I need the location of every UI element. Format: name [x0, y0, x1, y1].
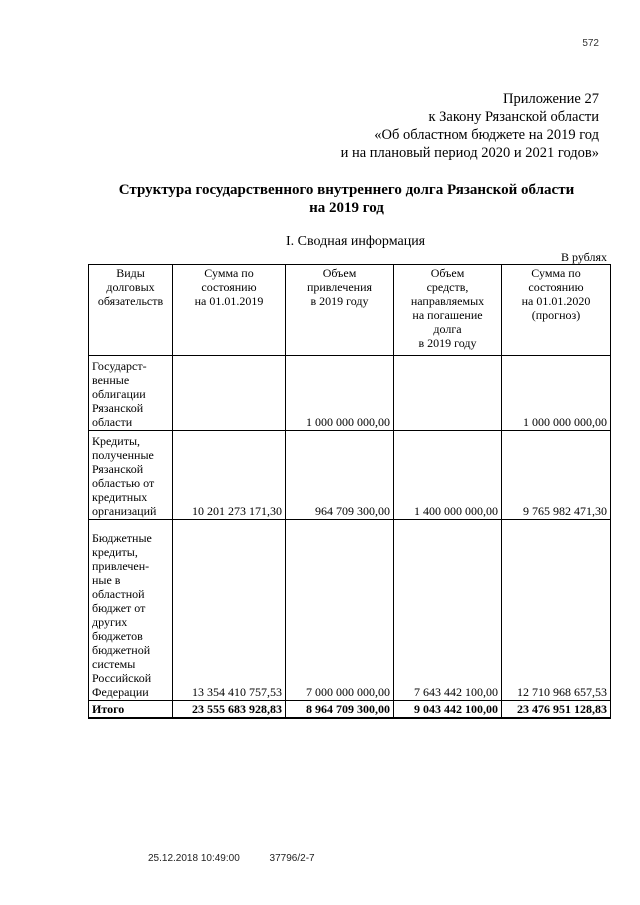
cell-amount-2019: 13 354 410 757,53	[173, 520, 286, 701]
table-row	[89, 356, 611, 431]
cell-amount-2019	[173, 356, 286, 431]
units-label: В рублях	[560, 250, 607, 264]
header-borrowing-2019: Объем привлечения в 2019 году	[286, 265, 394, 356]
total-repayment-2019: 9 043 442 100,00	[394, 701, 502, 719]
row-name: Государст- венные облигации Рязанской области	[89, 356, 173, 431]
header-repayment-2019: Объем средств, направляемых на погашение долга в 2019 году	[394, 265, 502, 356]
footer-stamp	[148, 853, 342, 864]
cell-borrowing-2019: 964 709 300,00	[286, 431, 394, 520]
appendix-line-3: «Об областном бюджете на 2019 год	[374, 127, 599, 143]
cell-amount-2020: 9 765 982 471,30	[502, 431, 611, 520]
footer-timestamp: 25.12.2018 10:49:00	[148, 853, 240, 864]
cell-repayment-2019: 1 400 000 000,00	[394, 431, 502, 520]
appendix-reference	[199, 90, 599, 162]
cell-amount-2020: 12 710 968 657,53	[502, 520, 611, 701]
header-debt-type: Виды долговых обязательств	[89, 265, 173, 356]
debt-structure-table	[88, 264, 611, 719]
cell-borrowing-2019: 1 000 000 000,00	[286, 356, 394, 431]
header-amount-2020: Сумма по состоянию на 01.01.2020 (прогноз)	[502, 265, 611, 356]
row-name: Бюджетные кредиты, привлечен- ные в областной бюджет от других бюджетов бюджетной системы Российской Федерации	[89, 520, 173, 701]
appendix-line-2: к Закону Рязанской области	[428, 109, 599, 125]
cell-amount-2020: 1 000 000 000,00	[502, 356, 611, 431]
total-row	[89, 701, 611, 719]
appendix-line-4: и на плановый период 2020 и 2021 годов»	[340, 145, 599, 161]
footer-doc-id: 37796/2-7	[269, 853, 315, 864]
total-amount-2019: 23 555 683 928,83	[173, 701, 286, 719]
document-title-line-2: на 2019 год	[309, 200, 384, 216]
cell-repayment-2019: 7 643 442 100,00	[394, 520, 502, 701]
cell-borrowing-2019: 7 000 000 000,00	[286, 520, 394, 701]
total-label: Итого	[89, 701, 173, 719]
total-amount-2020: 23 476 951 128,83	[502, 701, 611, 719]
section-title: I. Сводная информация	[286, 234, 426, 249]
document-title	[80, 181, 613, 217]
cell-repayment-2019	[394, 356, 502, 431]
table-header-row	[89, 265, 611, 356]
page-number: 572	[582, 38, 599, 49]
row-name: Кредиты, полученные Рязанской областью от кредитных организаций	[89, 431, 173, 520]
table-row	[89, 520, 611, 701]
document-title-line-1: Структура государственного внутреннего долга Рязанской области	[118, 182, 575, 198]
appendix-line-1: Приложение 27	[503, 91, 599, 107]
header-amount-2019: Сумма по состоянию на 01.01.2019	[173, 265, 286, 356]
total-borrowing-2019: 8 964 709 300,00	[286, 701, 394, 719]
cell-amount-2019: 10 201 273 171,30	[173, 431, 286, 520]
table-row	[89, 431, 611, 520]
